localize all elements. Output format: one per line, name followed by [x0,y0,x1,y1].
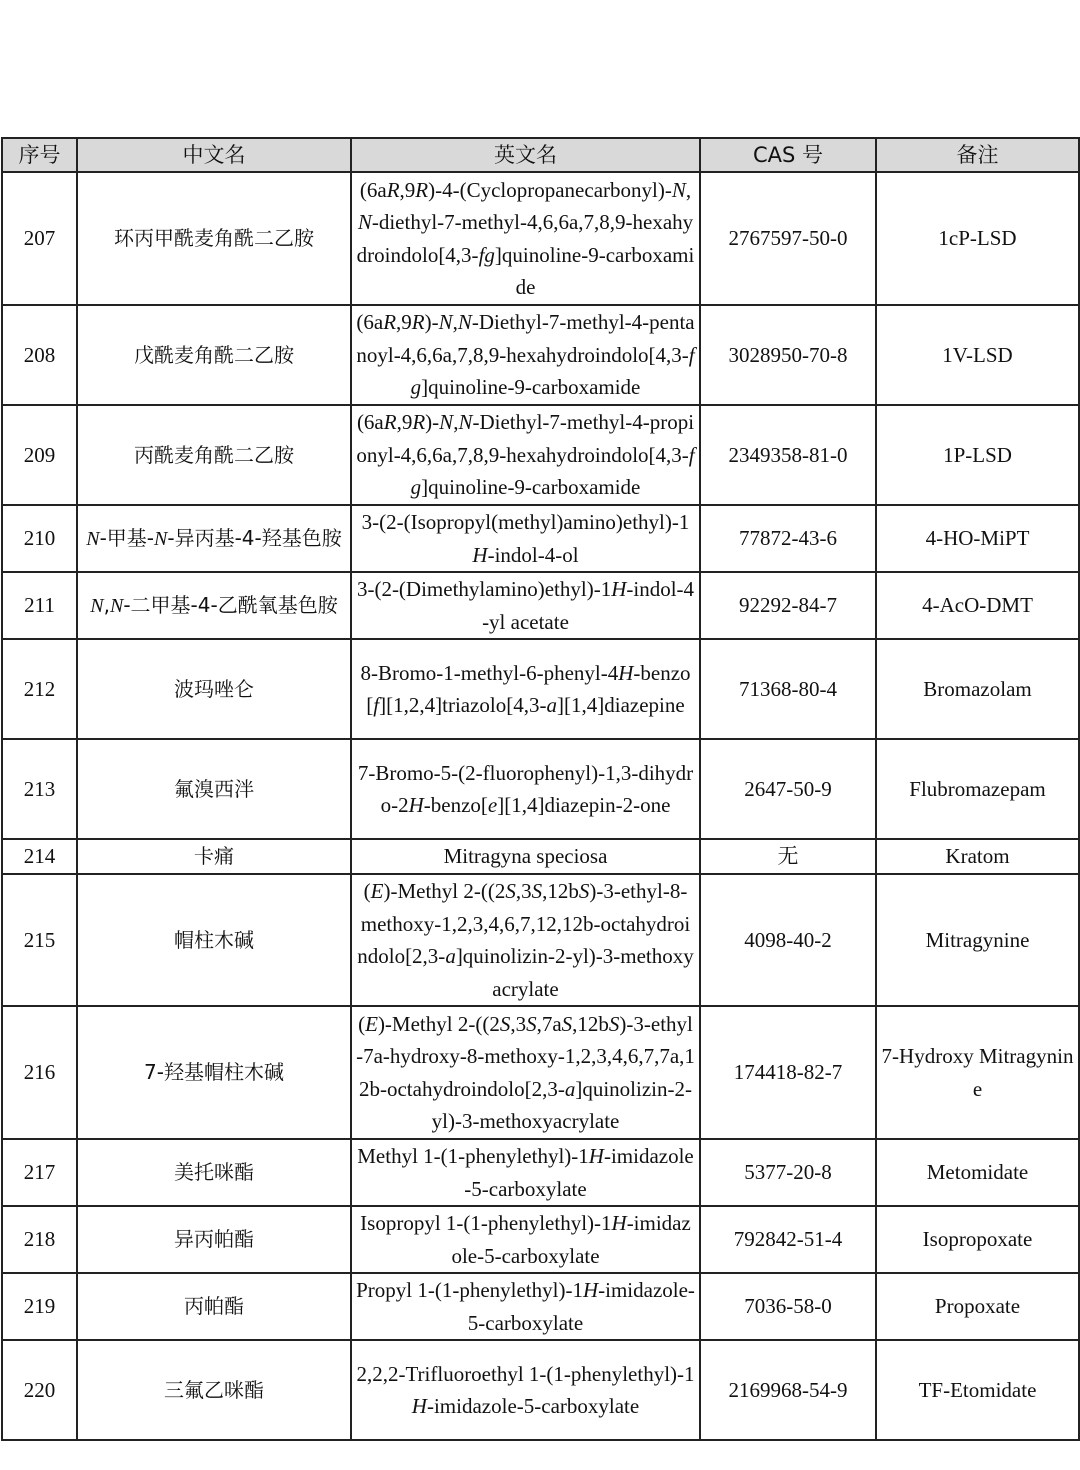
row-cas-number: 71368-80-4 [700,639,876,739]
row-note: Flubromazepam [876,739,1079,839]
italic-fragment: N [86,527,100,550]
row-number: 210 [2,505,77,572]
italic-fragment: H [582,1278,599,1302]
row-chinese-name: 环丙甲酰麦角酰二乙胺 [77,172,351,305]
row-chinese-name: 氟溴西泮 [77,739,351,839]
row-cas-number: 2647-50-9 [700,739,876,839]
row-note: 4-HO-MiPT [876,505,1079,572]
row-chinese-name: 7-羟基帽柱木碱 [77,1006,351,1139]
italic-fragment: S [561,1011,573,1036]
italic-fragment: fg [478,242,495,267]
row-chinese-name: N-甲基-N-异丙基-4-羟基色胺 [77,505,351,572]
row-note: 7-Hydroxy Mitragynine [876,1006,1079,1139]
header-note: 备注 [876,138,1079,172]
italic-fragment: a [445,944,456,968]
row-note: 1V-LSD [876,305,1079,405]
row-note: Metomidate [876,1139,1079,1206]
header-english-name: 英文名 [351,138,700,172]
italic-fragment: fg [410,442,695,500]
row-chinese-name: N,N-二甲基-4-乙酰氧基色胺 [77,572,351,639]
row-english-name: Propyl 1-(1-phenylethyl)-1H-imidazole-5-carboxylate [351,1273,700,1340]
italic-fragment: N [457,310,472,335]
row-english-name: (E)-Methyl 2-((2S,3S,7aS,12bS)-3-ethyl-7a-hydroxy-8-methoxy-1,2,3,4,6,7,7a,12b-octahydroindolo[2,3-a]quinolizin-2-yl)-3-methoxyacrylate [351,1006,700,1139]
italic-fragment: N [458,410,473,435]
row-english-name: Methyl 1-(1-phenylethyl)-1H-imidazole-5-carboxylate [351,1139,700,1206]
row-english-name: 3-(2-(Isopropyl(methyl)amino)ethyl)-1H-indol-4-ol [351,505,700,572]
italic-fragment: R [383,410,397,435]
row-chinese-name: 丙酰麦角酰二乙胺 [77,405,351,505]
italic-fragment: R [412,410,426,435]
italic-fragment: E [365,1011,378,1036]
row-cas-number: 4098-40-2 [700,874,876,1006]
row-note: Kratom [876,839,1079,874]
italic-fragment: H [472,542,488,567]
table-row [2,1006,1079,1139]
italic-fragment: H [411,1394,427,1418]
row-english-name: Isopropyl 1-(1-phenylethyl)-1H-imidazole-5-carboxylate [351,1206,700,1273]
row-english-name: (6aR,9R)-N,N-Diethyl-7-methyl-4-pentanoyl-4,6,6a,7,8,9-hexahydroindolo[4,3-fg]quinoline-9-carboxamide [351,305,700,405]
italic-fragment: R [383,310,397,335]
row-english-name: 3-(2-(Dimethylamino)ethyl)-1H-indol-4-yl acetate [351,572,700,639]
italic-fragment: R [386,177,400,202]
row-number: 213 [2,739,77,839]
row-number: 209 [2,405,77,505]
italic-fragment: N [357,210,372,234]
row-cas-number: 77872-43-6 [700,505,876,572]
row-note: Bromazolam [876,639,1079,739]
row-chinese-name: 帽柱木碱 [77,874,351,1006]
italic-fragment: H [611,1211,627,1235]
row-number: 208 [2,305,77,405]
row-chinese-name: 卡痛 [77,839,351,874]
italic-fragment: S [499,1011,511,1036]
header-chinese-name: 中文名 [77,138,351,172]
row-cas-number: 3028950-70-8 [700,305,876,405]
table-row [2,172,1079,305]
header-cas: CAS 号 [700,138,876,172]
table-row [2,572,1079,639]
row-note: TF-Etomidate [876,1340,1079,1440]
row-english-name: 8-Bromo-1-methyl-6-phenyl-4H-benzo[f][1,2,4]triazolo[4,3-a][1,4]diazepine [351,639,700,739]
row-note: Mitragynine [876,874,1079,1006]
row-english-name: 7-Bromo-5-(2-fluorophenyl)-1,3-dihydro-2H-benzo[e][1,4]diazepin-2-one [351,739,700,839]
row-chinese-name: 异丙帕酯 [77,1206,351,1273]
header-no: 序号 [2,138,77,172]
row-cas-number: 2169968-54-9 [700,1340,876,1440]
row-number: 211 [2,572,77,639]
table-row [2,1273,1079,1340]
table-row [2,739,1079,839]
row-note: Isopropoxate [876,1206,1079,1273]
italic-fragment: N [90,594,104,617]
italic-fragment: N [439,410,454,435]
italic-fragment: H [618,660,634,685]
row-number: 220 [2,1340,77,1440]
row-note: 4-AcO-DMT [876,572,1079,639]
row-cas-number: 7036-58-0 [700,1273,876,1340]
italic-fragment: H [408,793,424,817]
row-cas-number: 792842-51-4 [700,1206,876,1273]
row-chinese-name: 三氟乙咪酯 [77,1340,351,1440]
row-english-name: Mitragyna speciosa [351,839,700,874]
italic-fragment: N [671,177,686,202]
row-english-name: (6aR,9R)-N,N-Diethyl-7-methyl-4-propionyl-4,6,6a,7,8,9-hexahydroindolo[4,3-fg]quinoline-9-carboxamide [351,405,700,505]
row-number: 212 [2,639,77,739]
row-english-name: (6aR,9R)-4-(Cyclopropanecarbonyl)-N,N-diethyl-7-methyl-4,6,6a,7,8,9-hexahydroindolo[4,3-fg]quinoline-9-carboxamide [351,172,700,305]
row-chinese-name: 美托咪酯 [77,1139,351,1206]
table-row [2,305,1079,405]
row-number: 218 [2,1206,77,1273]
table-row [2,639,1079,739]
substance-table [1,137,1080,1441]
row-cas-number: 92292-84-7 [700,572,876,639]
table-row [2,505,1079,572]
table-row [2,1340,1079,1440]
row-cas-number: 无 [700,839,876,874]
italic-fragment: S [505,879,516,903]
row-note: Propoxate [876,1273,1079,1340]
row-english-name: 2,2,2-Trifluoroethyl 1-(1-phenylethyl)-1H-imidazole-5-carboxylate [351,1340,700,1440]
italic-fragment: R [415,177,429,202]
italic-fragment: e [487,793,498,817]
row-note: 1P-LSD [876,405,1079,505]
row-cas-number: 5377-20-8 [700,1139,876,1206]
table-body [2,172,1079,1440]
row-chinese-name: 戊酰麦角酰二乙胺 [77,305,351,405]
row-number: 219 [2,1273,77,1340]
italic-fragment: N [438,310,453,335]
row-cas-number: 2349358-81-0 [700,405,876,505]
row-number: 207 [2,172,77,305]
row-chinese-name: 丙帕酯 [77,1273,351,1340]
row-cas-number: 2767597-50-0 [700,172,876,305]
row-note: 1cP-LSD [876,172,1079,305]
row-number: 214 [2,839,77,874]
italic-fragment: N [154,527,168,550]
italic-fragment: a [546,693,557,717]
row-number: 215 [2,874,77,1006]
row-number: 217 [2,1139,77,1206]
italic-fragment: S [531,879,543,903]
italic-fragment: f [373,693,380,717]
italic-fragment: fg [410,342,695,400]
italic-fragment: S [526,1011,537,1036]
italic-fragment: S [578,879,590,903]
table-row [2,405,1079,505]
italic-fragment: E [370,879,384,903]
row-english-name: (E)-Methyl 2-((2S,3S,12bS)-3-ethyl-8-methoxy-1,2,3,4,6,7,12,12b-octahydroindolo[2,3-a]quinolizin-2-yl)-3-methoxyacrylate [351,874,700,1006]
row-number: 216 [2,1006,77,1139]
table-row [2,1206,1079,1273]
italic-fragment: S [608,1011,620,1036]
row-cas-number: 174418-82-7 [700,1006,876,1139]
table-row [2,1139,1079,1206]
italic-fragment: R [411,310,425,335]
row-chinese-name: 波玛唑仑 [77,639,351,739]
table-row [2,874,1079,1006]
italic-fragment: H [611,577,627,601]
italic-fragment: H [588,1144,604,1168]
header-row [2,138,1079,172]
italic-fragment: N [109,594,124,617]
italic-fragment: a [564,1076,576,1101]
table-row [2,839,1079,874]
